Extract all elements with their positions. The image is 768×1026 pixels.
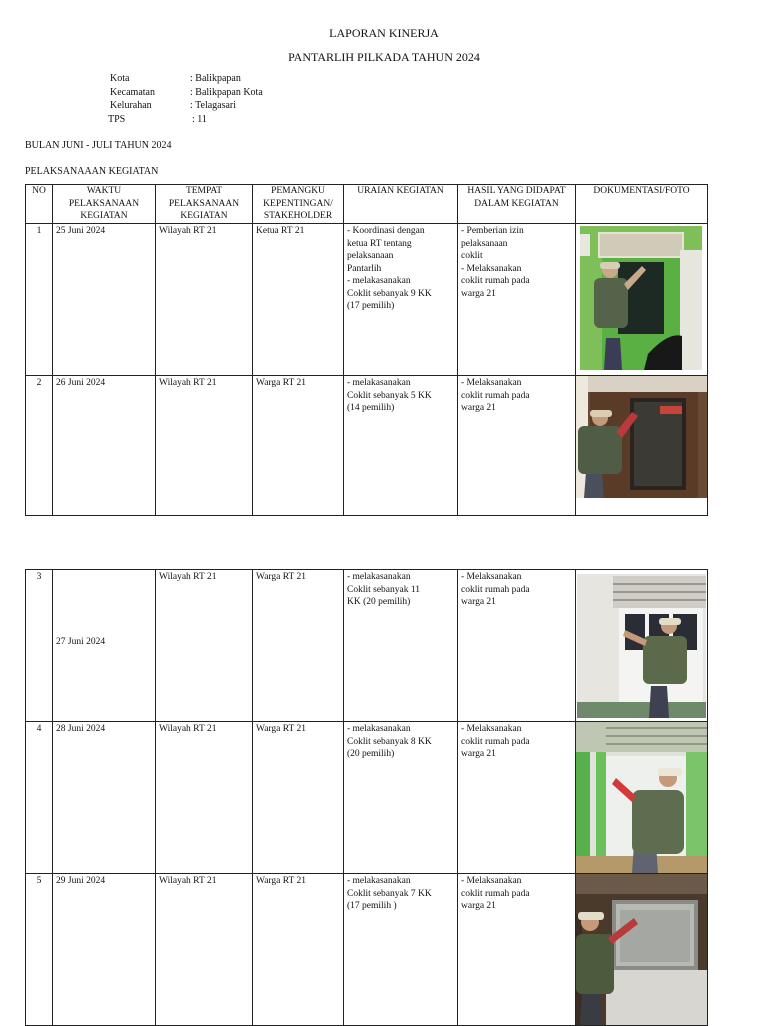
row-stakeholder: Warga RT 21: [253, 376, 344, 516]
info-row-kota: [108, 72, 408, 86]
row-no: 2: [26, 376, 53, 516]
info-value: : Balikpapan Kota: [190, 86, 263, 98]
row-stakeholder: Ketua RT 21: [253, 224, 344, 376]
row-photo-cell: [576, 874, 708, 1026]
hasil-item: - Melaksanakan coklit rumah pada warga 21: [461, 724, 530, 759]
uraian-item: - Koordinasi dengan ketua RT tentang pelaksanaan Pantarlih: [347, 226, 425, 274]
row-hasil: [458, 874, 576, 1026]
section-title: PELAKSANAAAN KEGIATAN: [25, 166, 159, 177]
uraian-item: - melakasanakan Coklit sebanyak 8 KK (20 pemilih): [347, 724, 432, 759]
col-header-uraian: URAIAN KEGIATAN: [344, 185, 458, 224]
row-date: 28 Juni 2024: [53, 722, 156, 874]
hasil-item: - Pemberian izin pelaksanaan coklit: [461, 226, 524, 261]
row-no: 5: [26, 874, 53, 1026]
documentation-photo: [576, 874, 707, 1025]
col-header-waktu: WAKTU PELAKSANAAN KEGIATAN: [53, 185, 156, 224]
info-label: TPS: [108, 113, 126, 125]
info-row-tps: [108, 113, 408, 127]
row-no: 1: [26, 224, 53, 376]
row-uraian: [344, 224, 458, 376]
row-uraian: [344, 570, 458, 722]
documentation-photo: [576, 722, 707, 873]
row-photo-cell: [576, 570, 708, 722]
documentation-photo: [577, 574, 706, 718]
row-place: Wilayah RT 21: [156, 874, 253, 1026]
col-header-no: NO: [26, 185, 53, 224]
uraian-item: - melakasanakan Coklit sebanyak 9 KK (17 pemilih): [347, 276, 432, 311]
activity-table-1: [25, 184, 708, 516]
hasil-item: - Melaksanakan coklit rumah pada warga 21: [461, 263, 530, 299]
col-header-pemangku: PEMANGKU KEPENTINGAN/ STAKEHOLDER: [253, 185, 344, 224]
info-row-kelurahan: [108, 99, 408, 113]
uraian-item: - melakasanakan Coklit sebanyak 5 KK (14 pemilih): [347, 378, 432, 413]
row-stakeholder: Warga RT 21: [253, 874, 344, 1026]
row-date: 29 Juni 2024: [53, 874, 156, 1026]
col-header-dokumentasi: DOKUMENTASI/FOTO: [576, 185, 708, 224]
row-date: 25 Juni 2024: [53, 224, 156, 376]
row-hasil: [458, 224, 576, 376]
table-row: [26, 874, 708, 1026]
table-header-row: [26, 185, 708, 224]
row-hasil: [458, 376, 576, 516]
hasil-item: - Melaksanakan coklit rumah pada warga 21: [461, 378, 530, 413]
documentation-photo: [580, 226, 702, 370]
col-header-tempat: TEMPAT PELAKSANAAN KEGIATAN: [156, 185, 253, 224]
col-header-hasil: HASIL YANG DIDAPAT DALAM KEGIATAN: [458, 185, 576, 224]
info-label: Kecamatan: [110, 86, 155, 98]
uraian-item: - melakasanakan Coklit sebanyak 11 KK (20 pemilih): [347, 572, 420, 607]
row-uraian: [344, 376, 458, 516]
location-info: [108, 72, 408, 126]
info-value: : 11: [192, 113, 207, 125]
table-row: [26, 570, 708, 722]
table-row: [26, 376, 708, 516]
row-no: 4: [26, 722, 53, 874]
activity-table-2: [25, 569, 708, 1026]
info-value: : Telagasari: [190, 100, 237, 111]
row-date: 27 Juni 2024: [53, 570, 156, 722]
info-row-kecamatan: [108, 86, 408, 100]
table-row: [26, 722, 708, 874]
info-label: Kelurahan: [110, 100, 152, 111]
hasil-item: - Melaksanakan coklit rumah pada warga 21: [461, 876, 530, 911]
row-place: Wilayah RT 21: [156, 224, 253, 376]
row-uraian: [344, 874, 458, 1026]
row-photo-cell: [576, 722, 708, 874]
row-place: Wilayah RT 21: [156, 570, 253, 722]
report-title: LAPORAN KINERJA: [329, 26, 439, 40]
row-date: 26 Juni 2024: [53, 376, 156, 516]
row-place: Wilayah RT 21: [156, 376, 253, 516]
table-row: [26, 224, 708, 376]
info-label: Kota: [110, 73, 130, 84]
row-stakeholder: Warga RT 21: [253, 570, 344, 722]
report-subtitle: PANTARLIH PILKADA TAHUN 2024: [288, 50, 480, 64]
hasil-item: - Melaksanakan coklit rumah pada warga 21: [461, 572, 530, 607]
row-hasil: [458, 722, 576, 874]
row-photo-cell: [576, 376, 708, 516]
row-hasil: [458, 570, 576, 722]
row-stakeholder: Warga RT 21: [253, 722, 344, 874]
period-label: BULAN JUNI - JULI TAHUN 2024: [25, 140, 172, 151]
documentation-photo: [576, 376, 707, 498]
row-photo-cell: [576, 224, 708, 376]
info-value: : Balikpapan: [190, 73, 241, 84]
uraian-item: - melakasanakan Coklit sebanyak 7 KK (17 pemilih ): [347, 876, 432, 911]
row-place: Wilayah RT 21: [156, 722, 253, 874]
row-no: 3: [26, 570, 53, 722]
row-uraian: [344, 722, 458, 874]
